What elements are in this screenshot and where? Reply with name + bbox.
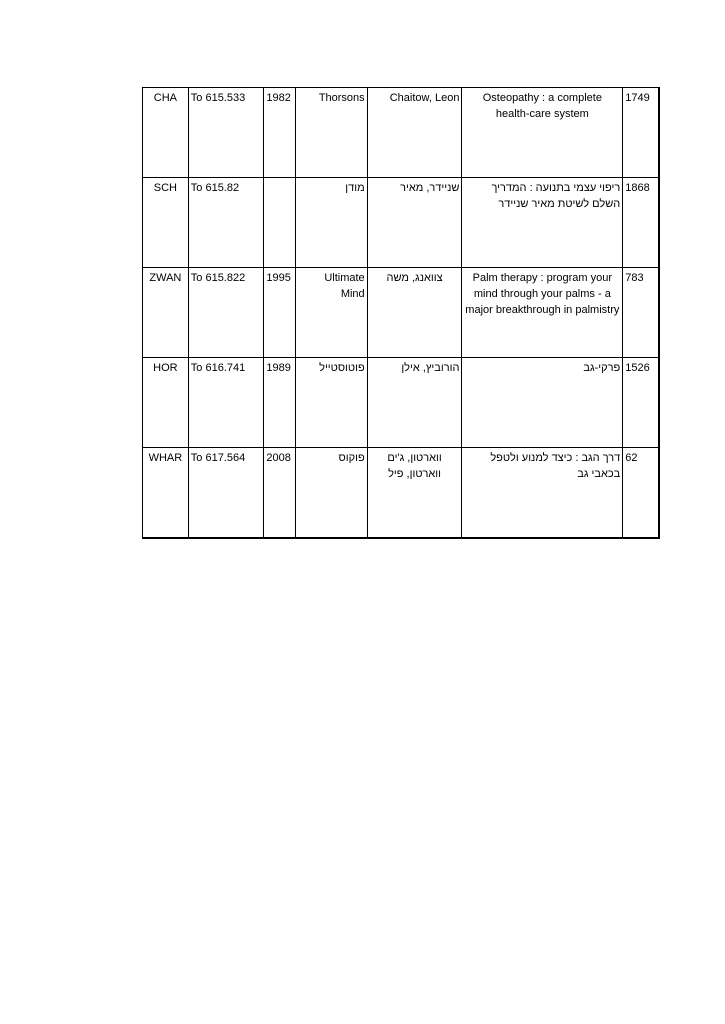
author-cell: שניידר, מאיר — [367, 178, 462, 268]
call-number-cell: To 615.822 — [188, 268, 264, 358]
year-cell: 1989 — [264, 358, 296, 448]
author-cell: הורוביץ, אילן — [367, 358, 462, 448]
publisher-cell: מודן — [296, 178, 367, 268]
publisher-cell: פוקוס — [296, 448, 367, 539]
table-row — [143, 178, 660, 268]
record-id-cell: 1868 — [623, 178, 659, 268]
table-row — [143, 448, 660, 539]
shelf-code-cell: CHA — [143, 88, 189, 178]
table-row — [143, 268, 660, 358]
shelf-code-cell: SCH — [143, 178, 189, 268]
call-number-cell: To 615.82 — [188, 178, 264, 268]
record-id-cell: 1749 — [623, 88, 659, 178]
table-row — [143, 358, 660, 448]
author-cell: ווארטון, ג'ים ווארטון, פיל — [367, 448, 462, 539]
publisher-cell: Ultimate Mind — [296, 268, 367, 358]
title-cell: Palm therapy : program your mind through your palms - a major breakthrough in palmistry — [462, 268, 623, 358]
title-cell: ריפוי עצמי בתנועה : המדריך השלם לשיטת מאיר שניידר — [462, 178, 623, 268]
record-id-cell: 1526 — [623, 358, 659, 448]
call-number-cell: To 616.741 — [188, 358, 264, 448]
year-cell: 1982 — [264, 88, 296, 178]
author-cell: Chaitow, Leon — [367, 88, 462, 178]
year-cell: 2008 — [264, 448, 296, 539]
table-row — [143, 88, 660, 178]
record-id-cell: 783 — [623, 268, 659, 358]
shelf-code-cell: WHAR — [143, 448, 189, 539]
author-cell: צוואנג, משה — [367, 268, 462, 358]
year-cell: 1995 — [264, 268, 296, 358]
publisher-cell: Thorsons — [296, 88, 367, 178]
call-number-cell: To 615.533 — [188, 88, 264, 178]
shelf-code-cell: HOR — [143, 358, 189, 448]
record-id-cell: 62 — [623, 448, 659, 539]
publisher-cell: פוטוסטייל — [296, 358, 367, 448]
title-cell: דרך הגב : כיצד למנוע ולטפל בכאבי גב — [462, 448, 623, 539]
shelf-code-cell: ZWAN — [143, 268, 189, 358]
year-cell — [264, 178, 296, 268]
title-cell: פרקי-גב — [462, 358, 623, 448]
call-number-cell: To 617.564 — [188, 448, 264, 539]
catalog-table — [142, 87, 660, 539]
title-cell: Osteopathy : a complete health-care system — [462, 88, 623, 178]
